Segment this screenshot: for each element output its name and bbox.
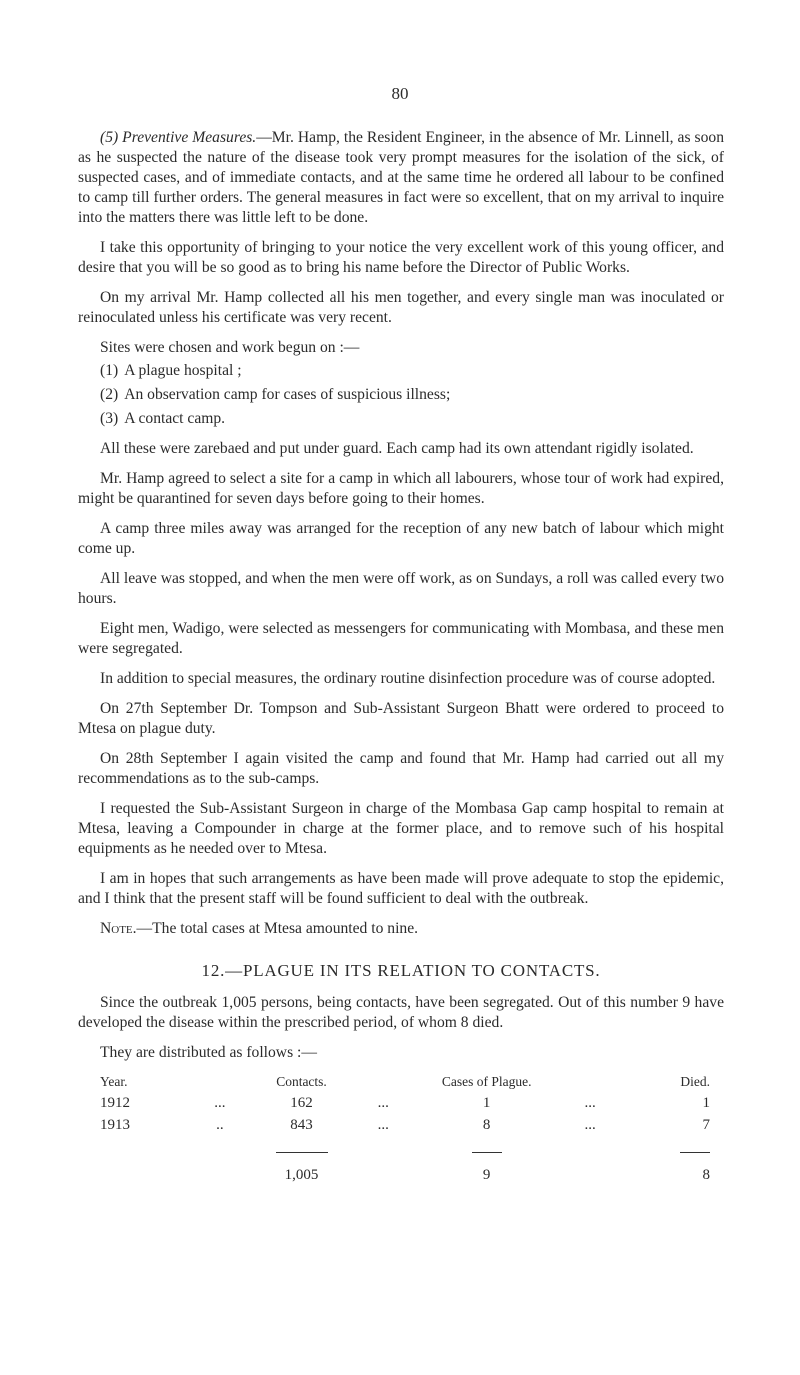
paragraph: All these were zarebaed and put under guard. Each camp had its own attendant rigidly isolated.: [100, 440, 694, 457]
list-item: [78, 385, 724, 405]
table-row: 1912 ... 162 ... 1 ... 1: [100, 1092, 710, 1114]
total-cases: 9: [482, 1167, 491, 1183]
paragraph-text: —Mr. Hamp, the Resident Engineer, in the absence of Mr. Linnell, as soon as he suspected the nature of the disease took very prompt measures for the isolation of the sick, of suspected cases, and of immediate contacts, and at the same time he ordered all labour to be confined to camp till further orders. The general measures in fact were so excellent, that on my arrival to inquire into the matters there was little left to be done.: [78, 129, 724, 226]
list-item: [78, 361, 724, 381]
paragraph: Since the outbreak 1,005 persons, being contacts, have been segregated. Out of this number 9 have developed the disease within the prescribed period, of whom 8 died.: [78, 994, 724, 1031]
section-heading: 12.—PLAGUE IN ITS RELATION TO CONTACTS.: [201, 961, 601, 980]
table-header-row: [100, 1066, 710, 1092]
paragraph: Mr. Hamp agreed to select a site for a camp in which all labourers, whose tour of work had expired, might be quarantined for seven days before going to their homes.: [78, 470, 724, 507]
list-item: [78, 409, 724, 429]
total-contacts: 1,005: [284, 1167, 319, 1183]
cell-year: 1912: [100, 1095, 130, 1111]
cell-died: 7: [702, 1117, 710, 1133]
table-row: 1913 .. 843 ... 8 ... 7: [100, 1114, 710, 1136]
cell-cases: 8: [482, 1117, 491, 1133]
paragraph: Sites were chosen and work begun on :—: [100, 339, 360, 356]
total-rule: [276, 1152, 328, 1153]
cell-year: 1913: [100, 1117, 130, 1133]
header-contacts: Contacts.: [276, 1074, 327, 1089]
paragraph-preventive-measures: [78, 128, 724, 228]
list-text: A contact camp.: [124, 410, 226, 427]
subsection-heading: (5) Preventive Measures.: [100, 129, 257, 146]
total-rule: [680, 1152, 710, 1153]
list-text: An observation camp for cases of suspicious illness;: [124, 386, 451, 403]
total-rules-row: [100, 1136, 710, 1164]
total-died: 8: [702, 1167, 710, 1183]
list-text: A plague hospital ;: [124, 362, 242, 379]
cell-contacts: 162: [290, 1095, 313, 1111]
paragraph: I take this opportunity of bringing to your notice the very excellent work of this young officer, and desire that you will be so good as to bring his name before the Director of Public Works.: [78, 239, 724, 276]
paragraph: A camp three miles away was arranged for the reception of any new batch of labour which might come up.: [78, 520, 724, 557]
note-text: —The total cases at Mtesa amounted to nine.: [136, 920, 419, 937]
list-number: (1): [100, 362, 119, 379]
cell-died: 1: [702, 1095, 710, 1111]
list-number: (2): [100, 386, 119, 403]
table-total-row: [100, 1164, 710, 1186]
paragraph: They are distributed as follows :—: [100, 1044, 317, 1061]
sites-list: [78, 361, 724, 429]
page-number: 80: [391, 84, 409, 103]
list-number: (3): [100, 410, 119, 427]
header-cases: Cases of Plague.: [441, 1074, 532, 1089]
cell-cases: 1: [482, 1095, 491, 1111]
document-body: [78, 128, 724, 1186]
note-paragraph: [78, 919, 724, 939]
paragraph: On 28th September I again visited the camp and found that Mr. Hamp had carried out all my recommendations as to the sub-camps.: [78, 750, 724, 787]
header-died: Died.: [680, 1074, 710, 1089]
total-rule: [472, 1152, 502, 1153]
paragraph: On my arrival Mr. Hamp collected all his men together, and every single man was inoculated or reinoculated unless his certificate was very recent.: [78, 289, 724, 326]
cell-contacts: 843: [290, 1117, 313, 1133]
paragraph: All leave was stopped, and when the men were off work, as on Sundays, a roll was called every two hours.: [78, 570, 724, 607]
paragraph: I requested the Sub-Assistant Surgeon in charge of the Mombasa Gap camp hospital to remain at Mtesa, leaving a Compounder in charge at the former place, and to remove such of his hospital equipments as he needed over to Mtesa.: [78, 800, 724, 857]
paragraph: Eight men, Wadigo, were selected as messengers for communicating with Mombasa, and these men were segregated.: [78, 620, 724, 657]
paragraph: In addition to special measures, the ordinary routine disinfection procedure was of course adopted.: [100, 670, 716, 687]
note-label: Note.: [100, 920, 137, 937]
header-year: Year.: [100, 1074, 128, 1089]
distribution-table: [100, 1066, 710, 1186]
paragraph: I am in hopes that such arrangements as have been made will prove adequate to stop the epidemic, and I think that the present staff will be found sufficient to deal with the outbreak.: [78, 870, 724, 907]
paragraph: On 27th September Dr. Tompson and Sub-Assistant Surgeon Bhatt were ordered to proceed to Mtesa on plague duty.: [78, 700, 724, 737]
